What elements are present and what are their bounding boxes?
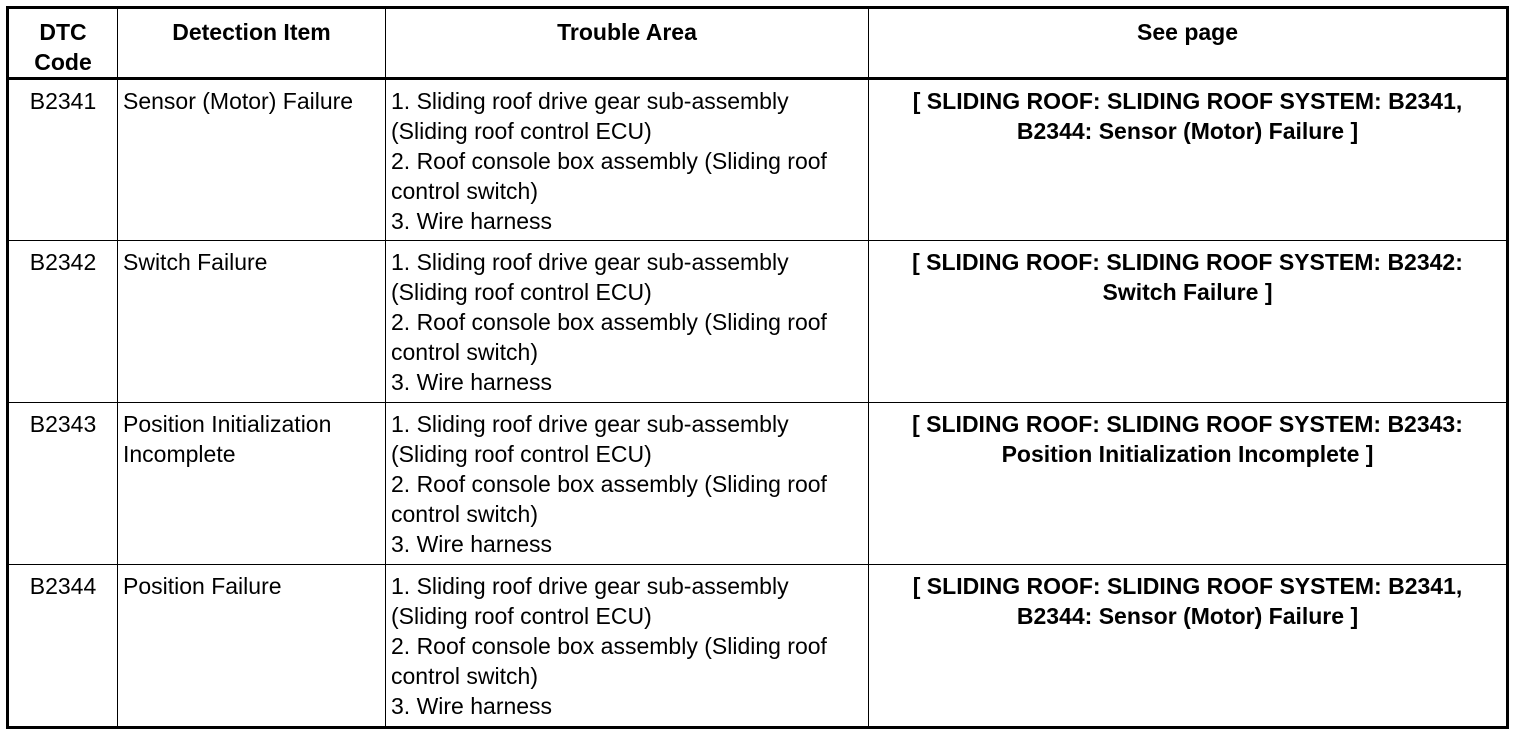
trouble-area-line: 1. Sliding roof drive gear sub-assembly (Sliding roof control ECU) — [391, 573, 789, 629]
table-row — [8, 403, 1508, 565]
see-page-link[interactable]: [ SLIDING ROOF: SLIDING ROOF SYSTEM: B2341, B2344: Sensor (Motor) Failure ] — [869, 565, 1508, 728]
detection-item-cell: Position Failure — [118, 565, 386, 728]
trouble-area-line: 1. Sliding roof drive gear sub-assembly (Sliding roof control ECU) — [391, 249, 789, 305]
table-row — [8, 79, 1508, 241]
see-page-link[interactable]: [ SLIDING ROOF: SLIDING ROOF SYSTEM: B2342: Switch Failure ] — [869, 241, 1508, 403]
header-dtc-code: DTC Code — [8, 8, 118, 79]
header-trouble-area: Trouble Area — [386, 8, 869, 79]
detection-item-cell: Position Initialization Incomplete — [118, 403, 386, 565]
trouble-area-cell — [386, 403, 869, 565]
trouble-area-line: 3. Wire harness — [391, 208, 553, 234]
trouble-area-line: 2. Roof console box assembly (Sliding roof control switch) — [391, 633, 827, 689]
header-detection-item: Detection Item — [118, 8, 386, 79]
trouble-area-line: 2. Roof console box assembly (Sliding roof control switch) — [391, 309, 827, 365]
trouble-area-cell — [386, 241, 869, 403]
trouble-area-line: 2. Roof console box assembly (Sliding roof control switch) — [391, 148, 827, 204]
dtc-table — [6, 6, 1509, 729]
trouble-area-line: 1. Sliding roof drive gear sub-assembly (Sliding roof control ECU) — [391, 88, 789, 144]
trouble-area-cell — [386, 565, 869, 728]
header-row — [8, 8, 1508, 79]
trouble-area-line: 1. Sliding roof drive gear sub-assembly (Sliding roof control ECU) — [391, 411, 789, 467]
header-see-page: See page — [869, 8, 1508, 79]
dtc-code-cell: B2343 — [8, 403, 118, 565]
see-page-link[interactable]: [ SLIDING ROOF: SLIDING ROOF SYSTEM: B2341, B2344: Sensor (Motor) Failure ] — [869, 79, 1508, 241]
table-row — [8, 565, 1508, 728]
trouble-area-line: 3. Wire harness — [391, 531, 553, 557]
dtc-code-cell: B2344 — [8, 565, 118, 728]
trouble-area-line: 3. Wire harness — [391, 693, 553, 719]
trouble-area-line: 3. Wire harness — [391, 369, 553, 395]
see-page-link[interactable]: [ SLIDING ROOF: SLIDING ROOF SYSTEM: B2343: Position Initialization Incomplete ] — [869, 403, 1508, 565]
dtc-code-cell: B2341 — [8, 79, 118, 241]
table-row — [8, 241, 1508, 403]
detection-item-cell: Switch Failure — [118, 241, 386, 403]
dtc-code-cell: B2342 — [8, 241, 118, 403]
detection-item-cell: Sensor (Motor) Failure — [118, 79, 386, 241]
trouble-area-line: 2. Roof console box assembly (Sliding roof control switch) — [391, 471, 827, 527]
trouble-area-cell — [386, 79, 869, 241]
